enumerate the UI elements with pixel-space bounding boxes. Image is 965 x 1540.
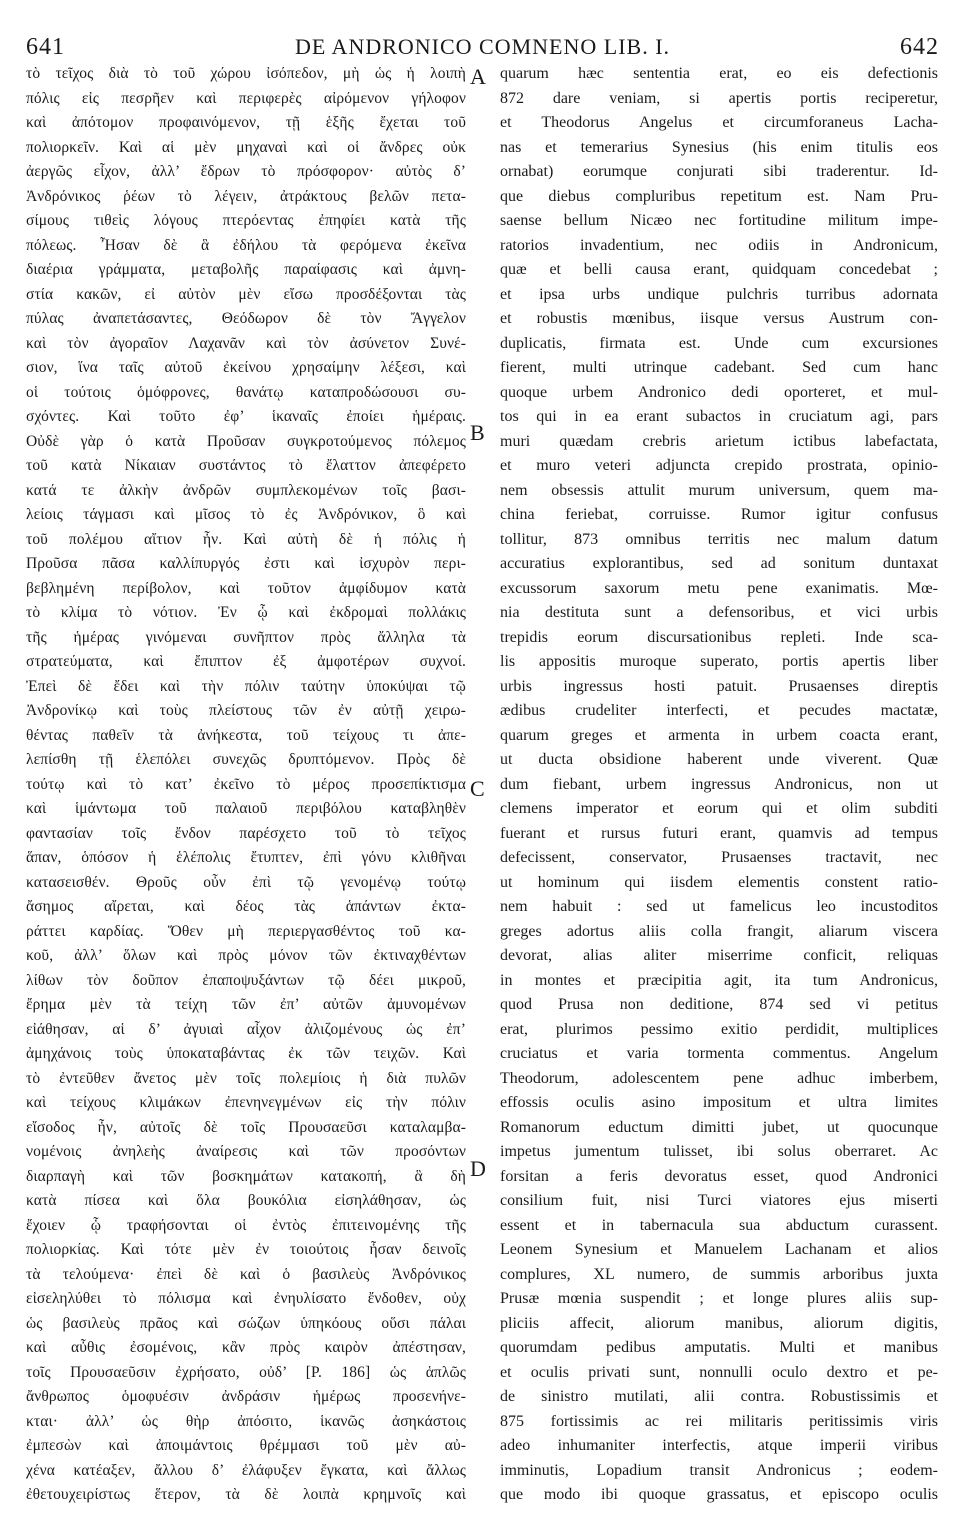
greek-text-line: ἄσημος αἴρεται, καὶ δέος τὰς ἁπάντων ἐκτα- <box>26 898 466 915</box>
page-number-left: 641 <box>26 34 65 60</box>
greek-text-line: τοῦ πολέμου αἴτιον ἦν. Καὶ αὐτὴ δὲ ἡ πόλις ἡ <box>26 530 466 548</box>
latin-text-line: complures, XL numero, de summis arboribus juxta <box>500 1265 938 1283</box>
greek-text-line: ἀμηχάνοις τοὺς ὑποκαταβάντας ἐκ τῶν τειχῶν. Καὶ <box>26 1045 466 1062</box>
section-marker-d: D <box>470 1156 486 1181</box>
latin-text-line: effossis oculis asino impositum et ultra limites <box>500 1094 938 1111</box>
greek-text-line: καὶ τὸν ἀγοραῖον Λαχανᾶν καὶ τὸν ἀσύνετον Συνέ- <box>26 334 466 352</box>
latin-text-line: imminutis, Lopadium transit Andronicus ; eodem- <box>500 1461 938 1479</box>
greek-text-line: Οὐδὲ γὰρ ὁ κατὰ Προῦσαν συγκροτούμενος πόλεμος <box>26 432 466 450</box>
greek-text-line: λίθων τὸν δοῦπον ἐπαποψυξάντων τῷ δέει μικροῦ, <box>26 971 466 989</box>
running-header <box>0 18 965 58</box>
latin-text-line: 872 dare veniam, si apertis portis reciperetur, <box>500 89 938 107</box>
greek-text-line: πολιορκίας. Καὶ τότε μὲν ἐν τοιούτοις ἦσαν δεινοῖς <box>26 1241 466 1258</box>
latin-text-line: ut ducta obsidione haberent unde viverent. Quæ <box>500 751 938 768</box>
greek-text-line: κατασεισθέν. Θροῦς οὖν ἐπὶ τῷ γενομένῳ τούτῳ <box>26 873 466 891</box>
latin-text-line: impetus jumentum tulisset, ibi solus oberraret. Ac <box>500 1143 938 1160</box>
section-marker-b: B <box>470 420 485 445</box>
greek-text-line: ράττει καρδίας. Ὅθεν μὴ περιεργασθέντος τοῦ κα- <box>26 922 466 940</box>
section-marker-c: C <box>470 776 485 801</box>
latin-text-line: fierent, multi utrinque cadebant. Sed cum hanc <box>500 359 938 376</box>
latin-text-line: et ipsa urbs undique pulchris turribus adornata <box>500 285 938 303</box>
greek-text-line: κοῦ, ἀλλ’ ὅλων καὶ πρὸς μόνον τῶν ἐκτιναχθέντων <box>26 947 466 964</box>
greek-text-line: στρατεύματα, καὶ ἔπιπτον ἐξ ἀμφοτέρων συχνοί. <box>26 653 466 670</box>
greek-text-line: ἀεργῶς εἶχον, ἀλλ’ ἔδρων τὸ πρόσφορον· αὐτὸς δ’ <box>26 163 466 180</box>
latin-text-line: duplicatis, firmata est. Unde cum excursiones <box>500 334 938 352</box>
greek-column <box>26 62 466 1508</box>
greek-text-line: οἱ τούτοις ὁμόφρονες, θανάτῳ καταπροδώσουσι συ- <box>26 383 466 401</box>
greek-text-line: ἔχοιεν ᾧ τραφήσονται οἱ ἐντὸς ἐπιτεινομένης τῆς <box>26 1216 466 1234</box>
latin-text-line: greges adortus aliis colla frangit, aliarum viscera <box>500 922 938 940</box>
latin-text-line: urbis ingressus hosti patuit. Prusaenses direptis <box>500 677 938 695</box>
greek-text-line: πόλεως. Ἦσαν δὲ ἃ ἐδήλου τὰ φερόμενα ἐκεῖνα <box>26 236 466 254</box>
greek-text-line: τοῖς Προυσαεῦσιν ἐχρήσατο, οὐδ’ [P. 186] ὡς ἁπλῶς <box>26 1363 466 1381</box>
latin-text-line: trepidis eorum discursationibus repleti. Inde sca- <box>500 628 938 646</box>
greek-text-line: τοῦ κατὰ Νίκαιαν συστάντος τὸ ἔλαττον ἀπεφέρετο <box>26 457 466 474</box>
latin-text-line: et oculis privati sunt, nonnulli oculo dextro et pe- <box>500 1363 938 1381</box>
greek-text-line: τούτῳ καὶ τὸ κατ’ ἐκεῖνο τὸ μέρος προσεπίκτισμα <box>26 775 466 793</box>
greek-text-line: βεβλημένη περίβολον, καὶ τοῦτον ἀμφίδυμον κατὰ <box>26 579 466 597</box>
latin-text-line: consilium fuit, nisi Turci viatores ejus miserti <box>500 1192 938 1209</box>
page-number-right: 642 <box>900 34 939 60</box>
latin-text-line: tollitur, 873 omnibus territis nec malum datum <box>500 530 938 548</box>
greek-text-line: φαντασίαν τοῖς ἔνδον παρέσχετο τοῦ τὸ τεῖχος <box>26 824 466 842</box>
latin-text-line: 875 fortissimis ac rei militaris peritissimis viris <box>500 1412 938 1430</box>
latin-text-line: quorumdam pedibus amputatis. Multi et manibus <box>500 1339 938 1356</box>
greek-text-line: τὸ κλίμα τὸ νότιον. Ἐν ᾧ καὶ ἐκδρομαὶ πολλάκις <box>26 604 466 621</box>
latin-text-line: china feriebat, corruisse. Rumor igitur confusus <box>500 506 938 523</box>
greek-text-line: πόλις εἰς πεσρῆεν καὶ περιφερὲς αἰρόμενον γήλοφον <box>26 89 466 107</box>
latin-text-line: Leonem Synesium et Manuelem Lachanam et alios <box>500 1241 938 1258</box>
greek-text-line: ἔρημα μὲν τὰ τείχη τῶν ἐπ’ αὐτῶν ἀμυνομένων <box>26 996 466 1013</box>
latin-text-line: excussorum saxorum metu pene exanimatis. Mœ- <box>500 579 938 597</box>
latin-text-line: Romanorum eductum dimitti jubet, ut quocunque <box>500 1118 938 1136</box>
latin-text-line: Theodorum, adolescentem pene adhuc imberbem, <box>500 1069 938 1087</box>
greek-text-line: σιον, ἵνα ταῖς αὐτοῦ ἐκείνου χρησαίμην λέξεσι, καὶ <box>26 359 466 376</box>
latin-text-line: que diebus compluribus repetitum est. Nam Pru- <box>500 187 938 205</box>
latin-text-line: Prusæ mœnia suspendit ; et longe plures aliis sup- <box>500 1290 938 1307</box>
running-title: DE ANDRONICO COMNENO LIB. I. <box>294 34 671 59</box>
latin-column <box>500 62 938 1508</box>
latin-text-line: dum fiebant, urbem ingressus Andronicus, non ut <box>500 775 938 793</box>
latin-text-line: nem obsessis attulit murum universum, quem ma- <box>500 481 938 499</box>
latin-text-line: quarum hæc sententia erat, eo eis defectionis <box>500 65 938 82</box>
greek-text-line: ἄνθρωπος ὁμοφυέσιν ἀνδράσιν ἡμέρως προσενήνε- <box>26 1388 466 1405</box>
greek-text-line: καὶ ἱμάντωμα τοῦ παλαιοῦ περιβόλου καταβληθὲν <box>26 800 466 817</box>
greek-text-line: τῆς ἡμέρας γινόμεναι συνῆπτον πρὸς ἄλληλα τὰ <box>26 628 466 646</box>
latin-text-line: forsitan a feris devoratus esset, quod Andronici <box>500 1167 938 1185</box>
latin-text-line: nia destituta sunt a defensoribus, et vici urbis <box>500 604 938 621</box>
greek-text-line: καὶ ἀπότομον προφαινόμενον, τῇ ἑξῆς ἔχεται τοῦ <box>26 114 466 131</box>
latin-text-line: tos qui in ea erant subactos in cruciatum agi, pars <box>500 408 938 425</box>
greek-text-line: στία κακῶν, εἰ αὐτὸν μὲν εἴσω προσδέξονται τὰς <box>26 285 466 303</box>
latin-text-line: muri quædam crebris arietum ictibus labefactata, <box>500 432 938 450</box>
latin-text-line: fuerant et rursus futuri erant, quamvis ad tempus <box>500 824 938 842</box>
greek-text-line: πολιορκεῖν. Καὶ αἱ μὲν μηχαναὶ καὶ οἱ ἄνδρες οὐκ <box>26 138 466 156</box>
greek-text-line: Προῦσα πᾶσα καλλίπυργός ἐστι καὶ ἰσχυρὸν περι- <box>26 555 466 572</box>
latin-text-line: defecissent, conservator, Prusaenses tractavit, nec <box>500 849 938 866</box>
latin-text-line: quod Prusa non deditione, 874 sed vi petitus <box>500 996 938 1013</box>
greek-text-line: σχόντες. Καὶ τοῦτο ἐφ’ ἱκαναῖς ἐποίει ἡμέραις. <box>26 408 466 425</box>
latin-text-line: saense bellum Nicæo nec fortitudine militum impe- <box>500 212 938 229</box>
greek-text-line: τὸ ἐντεῦθεν ἄνετος μὲν τοῖς πολεμίοις ἡ διὰ πυλῶν <box>26 1069 466 1087</box>
latin-text-line: nem habuit : sed ut famelicus leo incustoditos <box>500 898 938 915</box>
greek-text-line: καὶ αὖθις ἐσομένοις, κἂν πρὸς καιρὸν ἀπέστησαν, <box>26 1339 466 1356</box>
latin-text-line: et Theodorus Angelus et circumforaneus Lacha- <box>500 114 938 131</box>
greek-text-line: ἅπαν, ὁπόσον ἡ ἑλέπολις ἔτυπτεν, ἐπὶ γόνυ κλιθῆναι <box>26 849 466 866</box>
latin-text-line: que modo ibi quoque grassatus, et episcopo oculis <box>500 1486 938 1503</box>
greek-text-line: καὶ τείχους κλιμάκων ἐπενηνεγμένων εἰς τὴν πόλιν <box>26 1094 466 1111</box>
greek-text-line: χένα κατέαξεν, ἄλλου δ’ ἐλάφυξεν ἔγκατα, καὶ ἄλλως <box>26 1461 466 1479</box>
greek-text-line: κατὰ πίσεα καὶ ὅλα βουκόλια εἰσηλάθησαν, ὡς <box>26 1192 466 1209</box>
greek-text-line: θέντας παθεῖν τὰ ἀνήκεστα, τοῦ τείχους τι ἀπε- <box>26 726 466 744</box>
latin-text-line: erat, plurimos pessimo exitio perdidit, multiplices <box>500 1020 938 1038</box>
greek-text-line: σίμους τιθεὶς λόγους πτερόεντας ἐπηφίει κατὰ τῆς <box>26 212 466 229</box>
greek-text-line: εἴσοδος ἦν, αὐτοῖς δὲ τοῖς Προυσαεῦσι καταλαμβα- <box>26 1118 466 1136</box>
latin-text-line: devorat, alias aliter miserrime conficit, reliquas <box>500 947 938 964</box>
latin-text-line: quæ et belli causa erant, quidquam concedebat ; <box>500 261 938 278</box>
latin-text-line: essent et in tabernacula sua abductum curassent. <box>500 1216 938 1234</box>
greek-text-line: εἰσεληλύθει τὸ πόλισμα καὶ ἐνηυλίσατο ἔνδοθεν, οὐχ <box>26 1290 466 1307</box>
greek-text-line: λείοις τάγμασι καὶ μῖσος τὸ ἐς Ἀνδρόνικον, ὃ καὶ <box>26 506 466 523</box>
greek-text-line: Ἀνδρονίκῳ καὶ τοὺς πλείστους τῶν ἐν αὐτῇ χειρω- <box>26 702 466 719</box>
greek-text-line: ἐμπεσὼν καὶ ἀποιμάντοις θρέμμασι τοῦ μὲν αὐ- <box>26 1437 466 1454</box>
greek-text-line: νομένοις ἀνηλεὴς ἀναίρεσις καὶ τῶν προσόντων <box>26 1143 466 1160</box>
latin-text-line: ratorios invadentium, nec odiis in Andronicum, <box>500 236 938 254</box>
section-marker-a: A <box>470 64 486 89</box>
latin-text-line: clemens imperator et eorum qui et olim subditi <box>500 800 938 817</box>
latin-text-line: pliciis affecit, aliorum manibus, aliorum digitis, <box>500 1314 938 1332</box>
latin-text-line: et muro veteri adjuncta crepido prostrata, opinio- <box>500 457 938 474</box>
greek-text-line: κται· ἀλλ’ ὡς θὴρ ἀπόσιτο, ἱκανῶς ἀσηκάστοις <box>26 1412 466 1430</box>
latin-text-line: de sinistro mutilati, alii contra. Robustissimis et <box>500 1388 938 1405</box>
greek-text-line: ἐθετουχειρίστως ἕτερον, τὰ δὲ λοιπὰ κρημνοῖς καὶ <box>26 1486 466 1503</box>
latin-text-line: quarum greges et armenta in urbem coacta erant, <box>500 726 938 744</box>
latin-text-line: accuratius explorantibus, sed ad sonitum duntaxat <box>500 555 938 572</box>
latin-text-line: ornabat) eorumque conjurati sibi traderentur. Id- <box>500 163 938 180</box>
greek-text-line: ὡς βασιλεὺς πρᾶος καὶ σώζων ὑπηκόους οὕσι πάλαι <box>26 1314 466 1332</box>
latin-text-line: adeo inhumaniter interfectis, atque imperii viribus <box>500 1437 938 1454</box>
greek-text-line: κατά τε ἀλκὴν ἀνδρῶν συμπλεκομένων τοῖς βασι- <box>26 481 466 499</box>
latin-text-line: et robustis mœnibus, iisque versus Austrum con- <box>500 310 938 327</box>
latin-text-line: nas et temerarius Synesius (his enim titulis eos <box>500 138 938 156</box>
latin-text-line: in montes et præcipitia agit, ita tum Andronicus, <box>500 971 938 989</box>
latin-text-line: quoque urbem Andronico dedi oporteret, et mul- <box>500 383 938 401</box>
greek-text-line: εἰάθησαν, αἱ δ’ ἀγυιαὶ αἶχον ἀλιζομένους ὡς ἐπ’ <box>26 1020 466 1038</box>
latin-text-line: ædibus crudeliter interfecti, et pecudes mactatæ, <box>500 702 938 719</box>
latin-text-line: lis appositis muroque superato, portis apertis liber <box>500 653 938 670</box>
greek-text-line: Ἐπεὶ δὲ ἔδει καὶ τὴν πόλιν ταύτην ὑποκύψαι τῷ <box>26 677 466 695</box>
greek-text-line: λεπίσθη τῇ ἑλεπόλει συνεχῶς δρυπτόμενον. Πρὸς δὲ <box>26 751 466 768</box>
greek-text-line: τὸ τεῖχος διὰ τὸ τοῦ χώρου ἰσόπεδον, μὴ ὡς ἡ λοιπὴ <box>26 65 466 82</box>
greek-text-line: τὰ τελούμενα· ἐπεὶ δὲ καὶ ὁ βασιλεὺς Ἀνδρόνικος <box>26 1265 466 1283</box>
latin-text-line: cruciatus et varia tormenta commentus. Angelum <box>500 1045 938 1062</box>
greek-text-line: πύλας ἀναπετάσαντες, Θεόδωρον δὲ τὸν Ἄγγελον <box>26 310 466 327</box>
greek-text-line: διαέρια γράμματα, μεταβολῆς παραίφασις καὶ ἀμνη- <box>26 261 466 278</box>
greek-text-line: Ἀνδρόνικος ῥέων τὸ λέγειν, ἀτράκτους βελῶν πετα- <box>26 187 466 205</box>
greek-text-line: διαρπαγὴ καὶ τῶν βοσκημάτων κατακοπή, ἃ δὴ <box>26 1167 466 1185</box>
latin-text-line: ut hominum qui iisdem elementis constent ratio- <box>500 873 938 891</box>
